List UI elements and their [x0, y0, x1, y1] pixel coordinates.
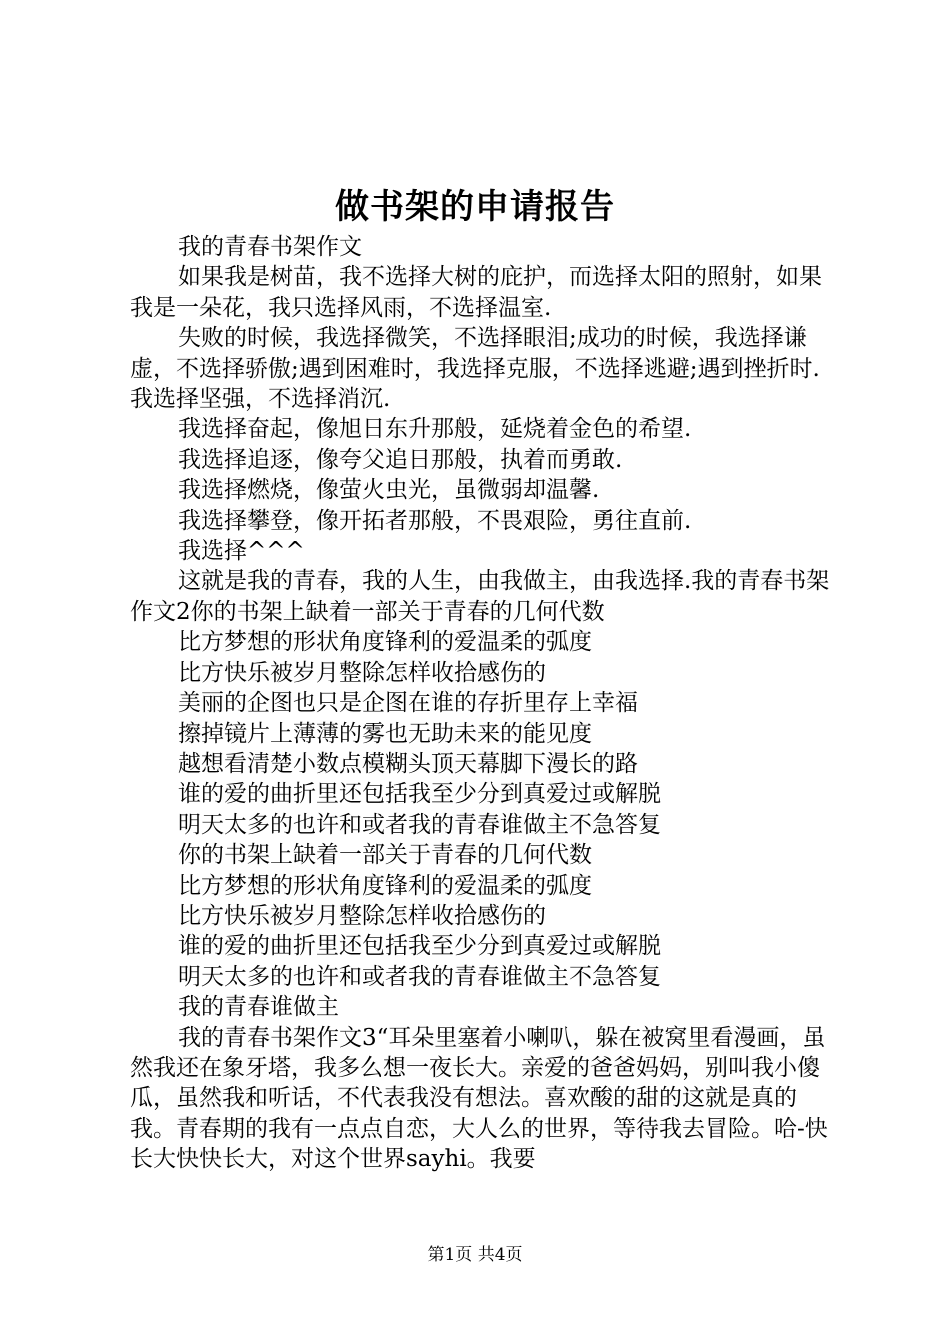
paragraph: 我的青春书架作文3“耳朵里塞着小喇叭，躲在被窝里看漫画，虽然我还在象牙塔，我多么想一夜长大。亲爱的爸爸妈妈，别叫我小傻瓜，虽然我和听话，不代表我没有想法。喜欢酸的甜的这就是真的我。青春期的我有一点点自恋，大人么的世界，等待我去冒险。哈-快长大快快长大，对这个世界sayhi。我要 [130, 1024, 828, 1173]
paragraph: 你的书架上缺着一部关于青春的几何代数 [178, 842, 592, 869]
paragraph: 擦掉镜片上薄薄的雾也无助未来的能见度 [178, 720, 592, 747]
paragraph: 比方快乐被岁月整除怎样收拾感伤的 [178, 659, 546, 686]
paragraph: 越想看清楚小数点模糊头顶天幕脚下漫长的路 [178, 750, 638, 777]
paragraph: 明天太多的也许和或者我的青春谁做主不急答复 [178, 963, 661, 990]
paragraph: 如果我是树苗，我不选择大树的庇护，而选择太阳的照射，如果我是一朵花，我只选择风雨，不选择温室. [130, 264, 822, 321]
page-number-footer: 第1页 共4页 [427, 1245, 523, 1265]
paragraph: 我选择^^^ [178, 538, 305, 565]
paragraph: 失败的时候，我选择微笑，不选择眼泪;成功的时候，我选择谦虚，不选择骄傲;遇到困难时，我选择克服，不选择逃避;遇到挫折时.我选择坚强，不选择消沉. [130, 325, 820, 413]
document-body [130, 232, 840, 1175]
paragraph: 美丽的企图也只是企图在谁的存折里存上幸福 [178, 690, 638, 717]
paragraph: 比方梦想的形状角度锋利的爱温柔的弧度 [178, 629, 592, 656]
paragraph: 我选择攀登，像开拓者那般，不畏艰险，勇往直前. [178, 507, 692, 534]
document-title: 做书架的申请报告 [335, 187, 615, 227]
paragraph: 我选择奋起，像旭日东升那般，延烧着金色的希望. [178, 416, 692, 443]
paragraph: 比方梦想的形状角度锋利的爱温柔的弧度 [178, 872, 592, 899]
paragraph: 我的青春书架作文 [178, 234, 362, 260]
paragraph: 谁的爱的曲折里还包括我至少分到真爱过或解脱 [178, 933, 661, 960]
paragraph: 比方快乐被岁月整除怎样收拾感伤的 [178, 902, 546, 929]
paragraph: 我的青春谁做主 [178, 994, 339, 1021]
paragraph: 这就是我的青春，我的人生，由我做主，由我选择.我的青春书架作文2你的书架上缺着一部关于青春的几何代数 [130, 568, 830, 625]
paragraph: 明天太多的也许和或者我的青春谁做主不急答复 [178, 811, 661, 838]
paragraph: 我选择燃烧，像萤火虫光，虽微弱却温馨. [178, 477, 600, 504]
paragraph: 谁的爱的曲折里还包括我至少分到真爱过或解脱 [178, 781, 661, 808]
paragraph: 我选择追逐，像夸父追日那般，执着而勇敢. [178, 446, 623, 473]
